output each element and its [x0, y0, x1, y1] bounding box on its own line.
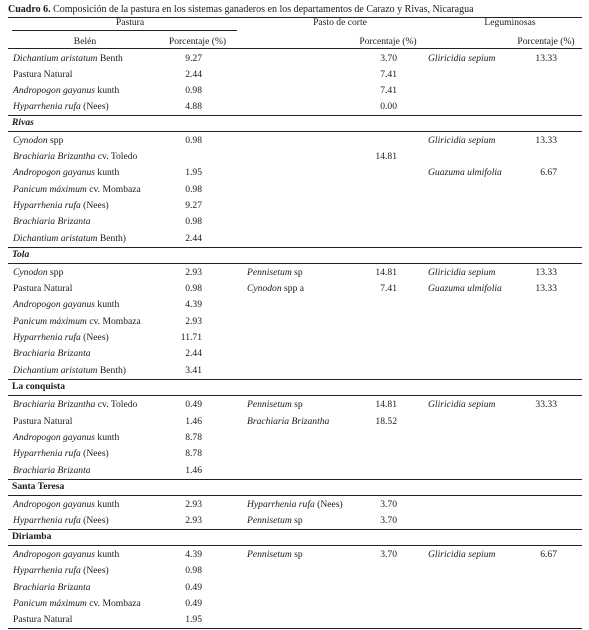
pct-corte: 7.41	[380, 69, 397, 80]
pct-corte: 3.70	[380, 549, 397, 560]
table-row	[0, 430, 589, 446]
table-row	[0, 463, 589, 479]
pct-corte: 18.52	[375, 416, 397, 427]
pct-corte: 14.81	[375, 151, 397, 162]
pct-pastura: 0.98	[185, 135, 202, 146]
pct-pastura: 2.93	[185, 499, 202, 510]
table-row	[0, 547, 589, 563]
subheader-porcentaje-2: Porcentaje (%)	[359, 36, 417, 47]
table-caption	[8, 4, 584, 15]
species-pastura: Dichantium aristatum Benth)	[13, 365, 126, 376]
pct-pastura: 8.78	[185, 432, 202, 443]
rule-after-tola	[8, 263, 582, 264]
pct-pastura: 11.71	[180, 332, 202, 343]
pct-pastura: 4.39	[185, 549, 202, 560]
pct-pastura: 4.39	[185, 299, 202, 310]
species-pastura: Hyparrhenia rufa (Nees)	[13, 515, 109, 526]
species-pastura: Pastura Natural	[13, 614, 73, 625]
table-row	[0, 182, 589, 198]
pct-pastura: 0.49	[185, 399, 202, 410]
subheader-porcentaje-3: Porcentaje (%)	[517, 36, 575, 47]
pct-pastura: 8.78	[185, 448, 202, 459]
rule-after-diriamba	[8, 545, 582, 546]
species-corte: Cynodon spp a	[247, 283, 305, 294]
species-pastura: Brachiaria Brizanta	[13, 582, 91, 593]
species-pastura: Andropogon gayanus kunth	[13, 549, 120, 560]
table-row	[0, 513, 589, 529]
subheader-porcentaje-1: Porcentaje (%)	[168, 36, 227, 47]
rule-before-santa-teresa	[8, 479, 582, 480]
pct-pastura: 0.98	[185, 216, 202, 227]
species-pastura: Andropogon gayanus kunth	[13, 432, 120, 443]
table-row	[0, 497, 589, 513]
pct-leguminosa: 13.33	[535, 135, 557, 146]
section-santa-teresa: Santa Teresa	[12, 481, 65, 492]
species-pastura: Pastura Natural	[13, 283, 73, 294]
pct-pastura: 2.93	[185, 316, 202, 327]
species-pastura: Panicum máximum cv. Mombaza	[13, 316, 141, 327]
species-corte: Pennisetum sp	[247, 549, 303, 560]
section-tola: Tola	[12, 249, 30, 260]
pct-corte: 3.70	[380, 515, 397, 526]
header-pasto-corte: Pasto de corte	[313, 17, 367, 28]
table-row	[0, 67, 589, 83]
bottom-rule	[8, 628, 582, 629]
table-row	[0, 198, 589, 214]
species-pastura: Pastura Natural	[13, 69, 73, 80]
pct-pastura: 0.98	[185, 85, 202, 96]
rule-before-conquista	[8, 379, 582, 380]
table-row	[0, 51, 589, 67]
pct-pastura: 0.98	[185, 565, 202, 576]
species-pastura: Cynodon spp	[13, 267, 64, 278]
pct-pastura: 0.49	[185, 598, 202, 609]
species-pastura: Andropogon gayanus kunth	[13, 299, 120, 310]
species-pastura: Andropogon gayanus kunth	[13, 499, 120, 510]
pct-leguminosa: 13.33	[535, 267, 557, 278]
pct-pastura: 1.46	[185, 416, 202, 427]
species-pastura: Hyparrhenia rufa (Nees)	[13, 565, 109, 576]
species-pastura: Hyparrhenia rufa (Nees)	[13, 332, 109, 343]
table-row	[0, 330, 589, 346]
pct-pastura: 2.44	[185, 69, 202, 80]
rule-before-diriamba	[8, 529, 582, 530]
species-corte: Brachiaria Brizantha	[247, 416, 330, 427]
table-row	[0, 446, 589, 462]
species-corte: Pennisetum sp	[247, 515, 303, 526]
table-row	[0, 563, 589, 579]
table-row	[0, 281, 589, 297]
pct-pastura: 1.46	[185, 465, 202, 476]
pct-pastura: 2.44	[185, 233, 202, 244]
table-row	[0, 363, 589, 379]
pct-corte: 7.41	[380, 283, 397, 294]
pct-pastura: 1.95	[185, 167, 202, 178]
species-pastura: Hyparrhenia rufa (Nees)	[13, 101, 109, 112]
species-leguminosa: Gliricidia sepium	[428, 549, 496, 560]
pct-corte: 14.81	[375, 267, 397, 278]
pct-pastura: 0.98	[185, 184, 202, 195]
header-underline-pastura	[12, 30, 237, 31]
section-diriamba: Diriamba	[12, 531, 52, 542]
species-corte: Hyparrhenia rufa (Nees)	[247, 499, 343, 510]
table-row	[0, 214, 589, 230]
species-leguminosa: Gliricidia sepium	[428, 267, 496, 278]
pct-pastura: 4.88	[185, 101, 202, 112]
species-pastura: Brachiaria Brizantha cv. Toledo	[13, 399, 138, 410]
pct-pastura: 0.98	[185, 283, 202, 294]
species-pastura: Hyparrhenia rufa (Nees)	[13, 448, 109, 459]
header-pastura: Pastura	[115, 17, 145, 28]
species-pastura: Panicum máximum cv. Mombaza	[13, 184, 141, 195]
pct-pastura: 1.95	[185, 614, 202, 625]
pct-pastura: 2.44	[185, 348, 202, 359]
pct-pastura: 2.93	[185, 267, 202, 278]
table-row	[0, 346, 589, 362]
table-row	[0, 149, 589, 165]
rule-after-santa-teresa	[8, 495, 582, 496]
species-pastura: Dichantium aristatum Benth)	[13, 233, 126, 244]
species-pastura: Brachiaria Brizantha cv. Toledo	[13, 151, 138, 162]
species-pastura: Dichantium aristatum Benth	[13, 53, 123, 64]
caption-text: Composición de la pastura en los sistemas ganaderos en los departamentos de Carazo y Rivas, Nicaragua	[50, 4, 474, 15]
table-row	[0, 231, 589, 247]
pct-pastura: 9.27	[185, 53, 202, 64]
table-row	[0, 265, 589, 281]
section-la-conquista: La conquista	[12, 381, 66, 392]
header-bottom-rule	[8, 48, 582, 49]
species-leguminosa: Gliricidia sepium	[428, 399, 496, 410]
species-leguminosa: Gliricidia sepium	[428, 53, 496, 64]
subheader-belen: Belén	[73, 36, 97, 47]
species-corte: Pennisetum sp	[247, 399, 303, 410]
pct-leguminosa: 13.33	[535, 283, 557, 294]
species-leguminosa: Guazuma ulmifolia	[428, 283, 502, 294]
species-pastura: Hyparrhenia rufa (Nees)	[13, 200, 109, 211]
rule-before-rivas	[8, 115, 582, 116]
pct-pastura: 2.93	[185, 515, 202, 526]
section-rivas: Rivas	[12, 117, 34, 128]
pct-leguminosa: 6.67	[540, 167, 557, 178]
table-row	[0, 133, 589, 149]
table-row	[0, 165, 589, 181]
pct-leguminosa: 13.33	[535, 53, 557, 64]
caption-label: Cuadro 6.	[8, 4, 51, 15]
pct-corte: 3.70	[380, 499, 397, 510]
rule-after-conquista	[8, 395, 582, 396]
species-pastura: Brachiaria Brizanta	[13, 465, 91, 476]
species-pastura: Panicum máximum cv. Mombaza	[13, 598, 141, 609]
pct-corte: 7.41	[380, 85, 397, 96]
species-pastura: Pastura Natural	[13, 416, 73, 427]
pct-pastura: 9.27	[185, 200, 202, 211]
species-leguminosa: Guazuma ulmifolia	[428, 167, 502, 178]
species-corte: Pennisetum sp	[247, 267, 303, 278]
table-row	[0, 297, 589, 313]
species-pastura: Andropogon gayanus kunth	[13, 167, 120, 178]
pct-corte: 14.81	[375, 399, 397, 410]
pct-leguminosa: 6.67	[540, 549, 557, 560]
table-row	[0, 596, 589, 612]
header-leguminosas: Leguminosas	[484, 17, 536, 28]
pct-leguminosa: 33.33	[535, 399, 557, 410]
species-leguminosa: Gliricidia sepium	[428, 135, 496, 146]
table-row	[0, 314, 589, 330]
species-pastura: Cynodon spp	[13, 135, 64, 146]
species-pastura: Brachiaria Brizanta	[13, 348, 91, 359]
table-row	[0, 580, 589, 596]
rule-after-rivas	[8, 131, 582, 132]
table-row	[0, 83, 589, 99]
table-row	[0, 414, 589, 430]
table-row	[0, 612, 589, 628]
species-pastura: Andropogon gayanus kunth	[13, 85, 120, 96]
pct-pastura: 3.41	[185, 365, 202, 376]
table-row	[0, 99, 589, 115]
pct-pastura: 0.49	[185, 582, 202, 593]
rule-before-tola	[8, 247, 582, 248]
species-pastura: Brachiaria Brizanta	[13, 216, 91, 227]
pct-corte: 0.00	[380, 101, 397, 112]
table-row	[0, 397, 589, 413]
pct-corte: 3.70	[380, 53, 397, 64]
